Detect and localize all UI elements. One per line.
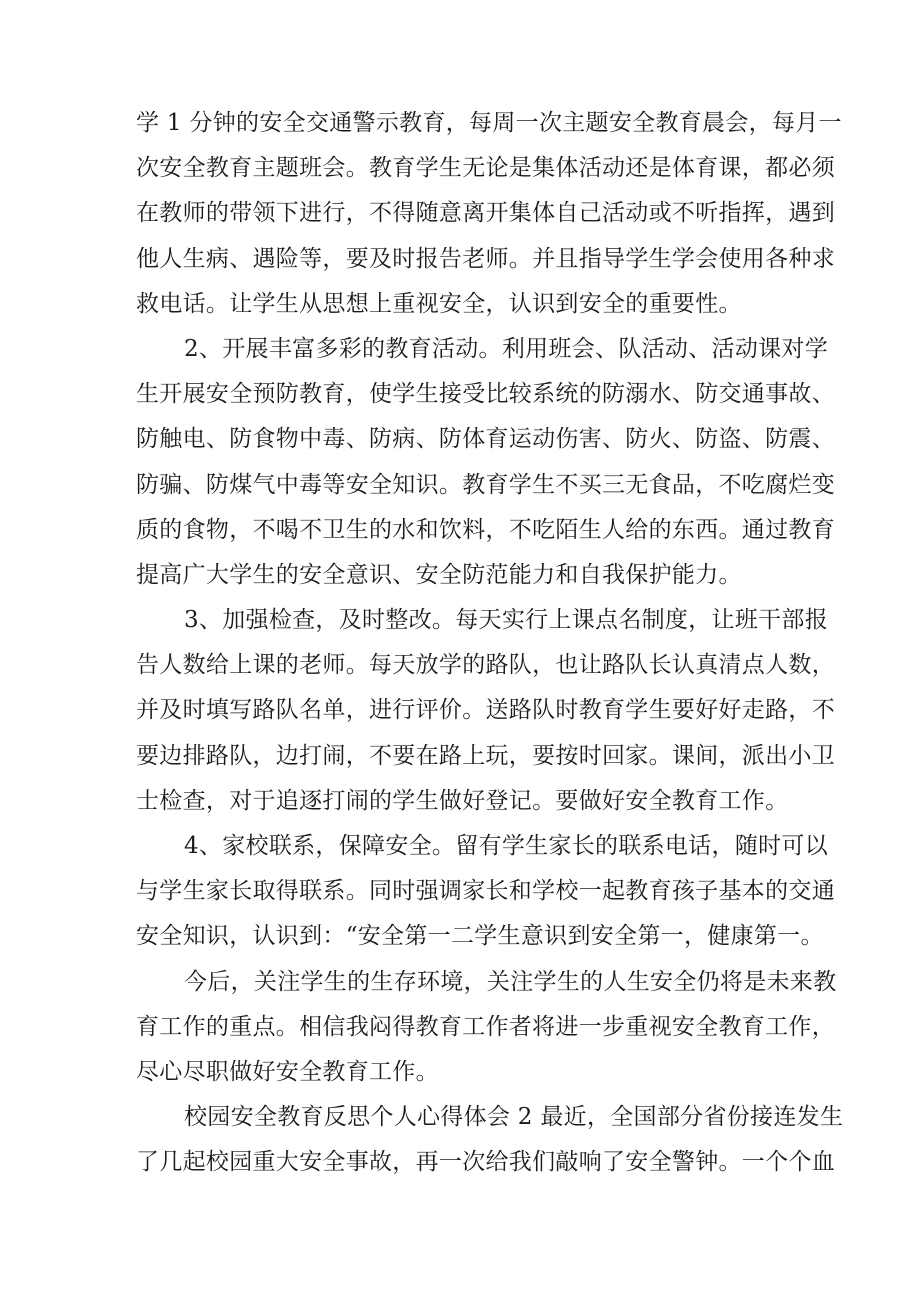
text-line: 3、加强检查，及时整改。每天实行上课点名制度，让班干部报 <box>184 607 829 634</box>
text-line: 生开展安全预防教育，使学生接受比较系统的防溺水、防交通事故、 <box>136 381 835 408</box>
text-line: 学 1 分钟的安全交通警示教育，每周一次主题安全教育晨会，每月一 <box>136 110 842 136</box>
text-line: 2、开展丰富多彩的教育活动。利用班会、队活动、活动课对学 <box>184 335 829 362</box>
text-line: 救电话。让学生从思想上重视安全，认识到安全的重要性。 <box>136 290 742 317</box>
text-line: 安全知识，认识到：“安全第一二学生意识到安全第一，健康第一。 <box>136 923 824 950</box>
paragraph-6 <box>136 1102 844 1192</box>
text-line: 并及时填写路队名单，进行评价。送路队时教育学生要好好走路，不 <box>136 697 835 724</box>
paragraph-5 <box>136 967 837 1103</box>
paragraph-1 <box>136 108 842 334</box>
text-line: 提高广大学生的安全意识、安全防范能力和自我保护能力。 <box>136 561 742 588</box>
paragraph-4 <box>136 831 835 967</box>
text-line: 防触电、防食物中毒、防病、防体育运动伤害、防火、防盗、防震、 <box>136 426 835 453</box>
text-line: 与学生家长取得联系。同时强调家长和学校一起教育孩子基本的交通 <box>136 878 835 905</box>
text-line: 今后，关注学生的生存环境，关注学生的人生安全仍将是未来教 <box>184 968 837 995</box>
text-line: 防骗、防煤气中毒等安全知识。教育学生不买三无食品，不吃腐烂变 <box>136 471 835 498</box>
text-line: 次安全教育主题班会。教育学生无论是集体活动还是体育课，都必须 <box>136 155 835 182</box>
text-line: 育工作的重点。相信我闷得教育工作者将进一步重视安全教育工作， <box>136 1013 835 1040</box>
text-line: 质的食物，不喝不卫生的水和饮料，不吃陌生人给的东西。通过教育 <box>136 516 835 543</box>
text-line: 4、家校联系，保障安全。留有学生家长的联系电话，随时可以 <box>184 833 829 859</box>
text-line: 尽心尽职做好安全教育工作。 <box>136 1058 439 1085</box>
text-line: 校园安全教育反思个人心得体会 2 最近，全国部分省份接连发生 <box>184 1104 844 1131</box>
text-line: 了几起校园重大安全事故，再一次给我们敲响了安全警钟。一个个血 <box>136 1149 835 1176</box>
document-body <box>136 108 844 1193</box>
text-line: 告人数给上课的老师。每天放学的路队，也让路队长认真清点人数， <box>136 652 835 679</box>
text-line: 士检查，对于追逐打闹的学生做好登记。要做好安全教育工作。 <box>136 787 789 814</box>
paragraph-3 <box>136 605 835 831</box>
text-line: 在教师的带领下进行，不得随意离开集体自己活动或不听指挥，遇到 <box>136 200 835 227</box>
paragraph-2 <box>136 334 835 605</box>
text-line: 他人生病、遇险等，要及时报告老师。并且指导学生学会使用各种求 <box>136 245 835 272</box>
text-line: 要边排路队，边打闹，不要在路上玩，要按时回家。课间，派出小卫 <box>136 742 835 769</box>
